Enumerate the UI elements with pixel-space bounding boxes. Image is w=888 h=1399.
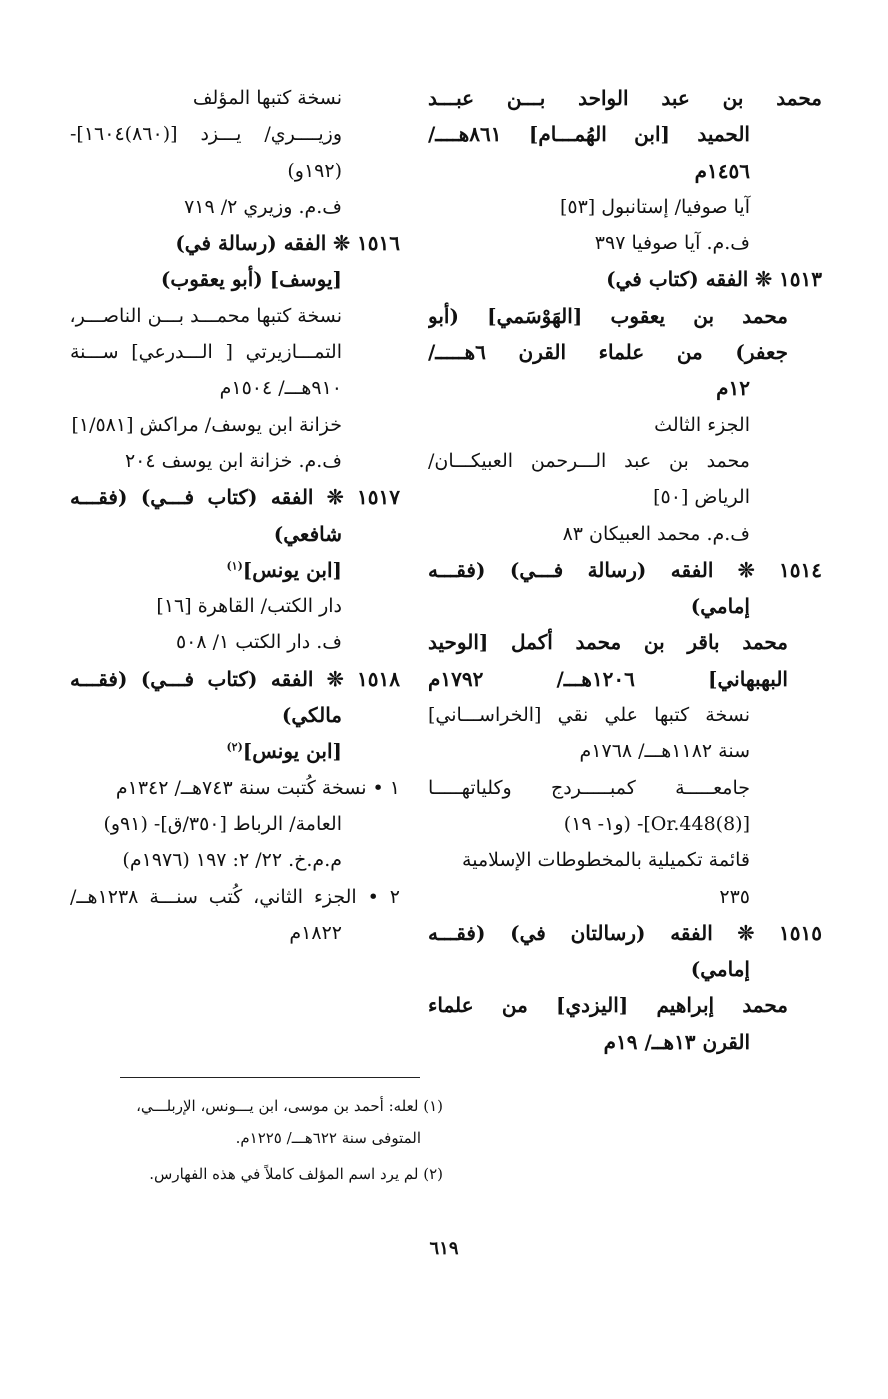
right-column-line [428, 443, 788, 479]
left-column-line [70, 153, 400, 189]
left-column-line [70, 261, 400, 297]
right-column-line [428, 80, 822, 116]
line-text: وزيــــري/ يـــزد [(٨٦٠)١٦٠٤]- [70, 123, 342, 146]
right-column-line [428, 370, 788, 406]
left-column-line [70, 697, 400, 733]
left-column-line [70, 225, 400, 261]
line-text: إمامي) [690, 594, 750, 619]
line-text: جعفر) من علماء القرن ٦هـــــ/ [428, 340, 788, 365]
right-column-line [428, 951, 788, 987]
left-column-line [70, 806, 400, 842]
right-column-line [428, 661, 788, 697]
right-column-line [428, 842, 788, 878]
line-text: شافعي) [273, 521, 342, 546]
right-column-line [428, 987, 788, 1023]
line-text: الرياض [٥٠] [653, 486, 750, 509]
right-column-line [428, 516, 788, 552]
line-text: خزانة ابن يوسف/ مراكش [١/٥٨١] [71, 413, 342, 436]
left-column-line [70, 770, 400, 806]
page-number: ٦١٩ [429, 1238, 459, 1259]
line-text: جامعـــــة كمبـــــردج وكلياتهـــــا [428, 776, 750, 799]
line-text: البهبهاني] ١٢٠٦هـــ/ ١٧٩٢م [428, 666, 788, 691]
left-column-line [70, 189, 400, 225]
line-text: محمد بن عبد الواحد بـــن عبـــد [428, 86, 822, 110]
left-column-line [70, 842, 400, 878]
line-text: ١٥١٣ ❊ الفقه (كتاب في) [606, 267, 822, 292]
right-column-line [428, 879, 788, 915]
right-column-line [428, 1024, 788, 1060]
line-text: [ابن يونس] [242, 557, 342, 582]
right-column-line [428, 261, 822, 297]
line-text: إمامي) [690, 957, 750, 982]
right-column-line [428, 697, 788, 733]
right-column-line [428, 153, 788, 189]
line-text: محمد إبراهيم [اليزدي] من علماء [428, 993, 788, 1018]
line-text: الجزء الثالث [654, 413, 750, 436]
line-text: نسخة كتبها المؤلف [192, 87, 342, 109]
line-text: مالكي) [281, 703, 342, 728]
line-text: ف.م. خزانة ابن يوسف ٢٠٤ [124, 449, 342, 472]
right-column-line [428, 624, 788, 660]
line-text: الحميد [ابن الهُمـــام] ٨٦١هــــ/ [428, 122, 750, 147]
line-text: القرن ١٣هــ/ ١٩م [603, 1029, 750, 1054]
right-column-line [428, 915, 822, 951]
line-text: نسخة كتبها محمـــد بـــن الناصـــر، [70, 304, 342, 327]
footnote-1-continued: المتوفى سنة ٦٢٢هـــ/ ١٢٢٥م. [235, 1129, 421, 1147]
left-column-line [70, 879, 400, 915]
line-text: [Or.448(8)]- (و١- ١٩) [563, 812, 750, 835]
line-text: قائمة تكميلية بالمخطوطات الإسلامية [462, 849, 750, 872]
right-column-line [428, 298, 788, 334]
line-text: [يوسف] (أبو يعقوب) [160, 267, 342, 292]
line-text: ف. دار الكتب ١/ ٥٠٨ [175, 631, 342, 654]
line-text: ف.م. وزيري ٢/ ٧١٩ [184, 195, 342, 218]
left-column [70, 80, 400, 951]
line-text: ١٥١٥ ❊ الفقه (رسالتان في) (فقـــه [428, 920, 822, 945]
right-column-line [428, 189, 788, 225]
left-column-line [70, 552, 400, 588]
right-column-line [428, 733, 788, 769]
right-column [428, 80, 822, 1060]
left-column-line [70, 443, 400, 479]
line-text: ٢٣٥ [719, 885, 750, 908]
right-column-line [428, 407, 788, 443]
left-column-line [70, 661, 400, 697]
right-column-line [428, 479, 788, 515]
line-text: سنة ١١٨٢هـــ/ ١٧٦٨م [579, 740, 750, 763]
left-column-line [70, 407, 400, 443]
line-text: التمـــازيرتي [ الـــدرعي] ســـنة [70, 341, 342, 364]
right-column-line [428, 806, 788, 842]
footnote-marker: (١) [226, 559, 243, 573]
left-column-line [70, 915, 400, 951]
left-column-line [70, 298, 400, 334]
left-column-line [70, 80, 400, 116]
line-text: آيا صوفيا/ إستانبول [٥٣] [559, 195, 750, 218]
left-column-line [70, 733, 400, 769]
line-text: ١٥١٧ ❊ الفقه (كتاب فـــي) (فقـــه [70, 485, 400, 510]
right-column-line [428, 225, 788, 261]
footnote-divider [120, 1077, 420, 1078]
line-text: ١ • نسخة كُتبت سنة ٧٤٣هــ/ ١٣٤٢م [115, 776, 400, 799]
right-column-line [428, 334, 788, 370]
left-column-line [70, 479, 400, 515]
left-column-line [70, 588, 400, 624]
right-column-line [428, 116, 788, 152]
line-text: م.م.خ. ٢٢/ ٢: ١٩٧ (١٩٧٦م) [122, 849, 342, 872]
line-text: ١٥١٦ ❊ الفقه (رسالة في) [175, 231, 400, 256]
line-text: (١٩٢و) [287, 159, 342, 182]
left-column-line [70, 116, 400, 152]
left-column-line [70, 370, 400, 406]
line-text: ف.م. آيا صوفيا ٣٩٧ [594, 232, 750, 255]
line-text: [ابن يونس] [242, 739, 342, 764]
line-text: دار الكتب/ القاهرة [١٦] [156, 595, 342, 618]
line-text: محمد باقر بن محمد أكمل [الوحيد [428, 630, 788, 655]
left-column-line [70, 624, 400, 660]
line-text: ١٥١٨ ❊ الفقه (كتاب فـــي) (فقـــه [70, 666, 400, 691]
footnote-2: (٢) لم يرد اسم المؤلف كاملاً في هذه الفهارس. [149, 1165, 443, 1183]
line-text: محمد بن عبد الـــرحمن العبيكـــان/ [428, 449, 750, 472]
line-text: ١٤٥٦م [694, 158, 750, 183]
right-column-line [428, 552, 822, 588]
line-text: ١٢م [716, 376, 750, 401]
left-column-line [70, 516, 400, 552]
line-text: ف.م. محمد العبيكان ٨٣ [562, 522, 750, 545]
line-text: محمد بن يعقوب [الهَوْسَمي] (أبو [428, 303, 788, 328]
right-column-line [428, 588, 788, 624]
footnote-marker: (٢) [226, 740, 243, 754]
line-text: العامة/ الرباط [٣٥٠/ق]- (٩١و) [103, 812, 342, 835]
line-text: ١٨٢٢م [289, 921, 342, 944]
right-column-line [428, 770, 788, 806]
line-text: نسخة كتبها علي نقي [الخراســـاني] [428, 704, 750, 727]
left-column-line [70, 334, 400, 370]
footnote-1: (١) لعله: أحمد بن موسى، ابن يـــونس، الإربلـــي، [136, 1097, 443, 1115]
line-text: ١٥١٤ ❊ الفقه (رسالة فـــي) (فقـــه [428, 557, 822, 582]
line-text: ٩١٠هـــ/ ١٥٠٤م [219, 377, 342, 400]
line-text: ٢ • الجزء الثاني، كُتب سنـــة ١٢٣٨هــ/ [70, 885, 400, 908]
